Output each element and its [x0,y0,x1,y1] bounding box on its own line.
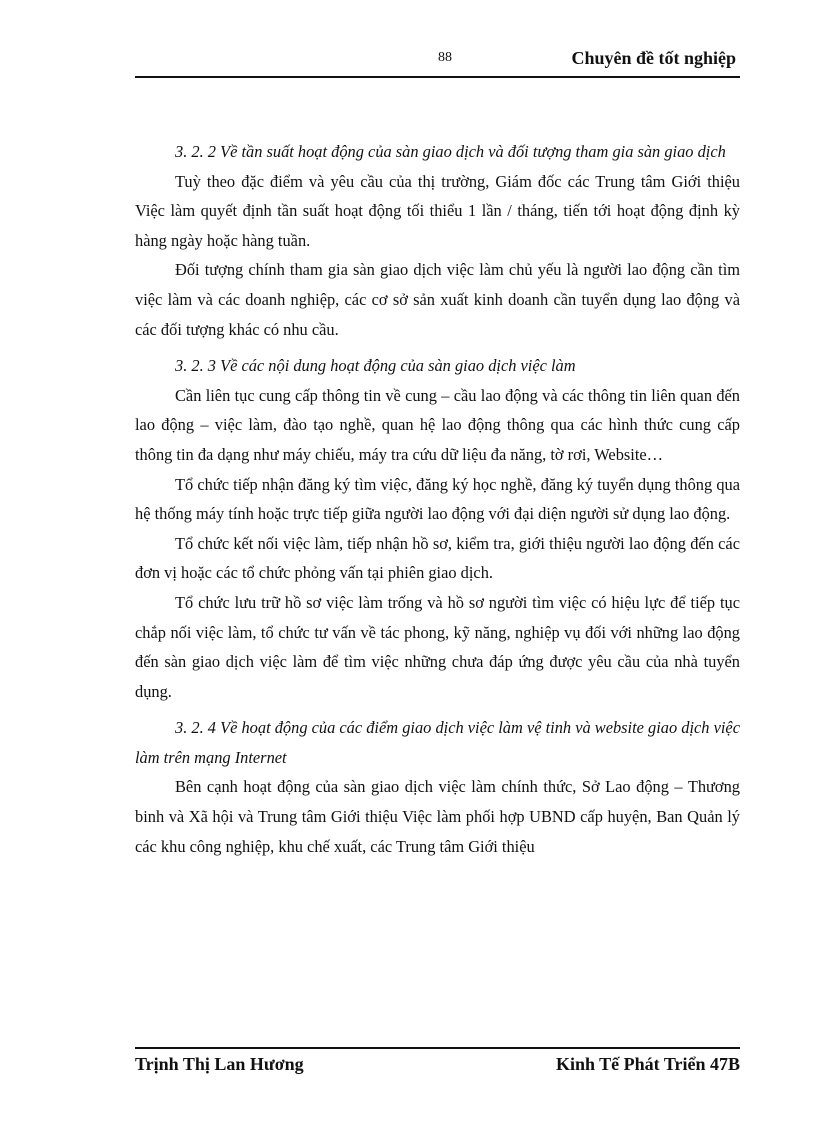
paragraph: Bên cạnh hoạt động của sàn giao dịch việc làm chính thức, Sở Lao động – Thương binh và Xã hội và Trung tâm Giới thiệu Việc làm phối hợp UBND cấp huyện, Ban Quản lý các khu công nghiệp, khu chế xuất, các Trung tâm Giới thiệu [135,777,740,856]
page-header [135,46,740,78]
document-title: Chuyên đề tốt nghiệp [571,48,736,68]
paragraph: Đối tượng chính tham gia sàn giao dịch việc làm chủ yếu là người lao động cần tìm việc làm và các doanh nghiệp, các cơ sở sản xuất kinh doanh cần tuyển dụng lao động và các đối tượng khác có nhu cầu. [135,260,740,339]
section-heading: 3. 2. 3 Về các nội dung hoạt động của sàn giao dịch việc làm [175,356,576,376]
page-number: 88 [438,50,452,65]
section-heading: 3. 2. 2 Về tần suất hoạt động của sàn giao dịch và đối tượng tham gia sàn giao dịch [175,142,726,161]
author-name: Trịnh Thị Lan Hương [135,1054,304,1074]
paragraph: Tổ chức tiếp nhận đăng ký tìm việc, đăng ký học nghề, đăng ký tuyển dụng thông qua hệ thống máy tính hoặc trực tiếp giữa người lao động với đại diện người sử dụng lao động. [135,474,740,524]
paragraph: Tổ chức lưu trữ hồ sơ việc làm trống và hồ sơ người tìm việc có hiệu lực để tiếp tục chắp nối việc làm, tổ chức tư vấn về tác phong, kỹ năng, nghiệp vụ đối với những lao động đến sàn giao dịch việc làm để tìm việc những chưa đáp ứng được yêu cầu của nhà tuyển dụng. [135,592,740,701]
page-footer [135,1047,740,1083]
document-body [135,137,740,861]
paragraph: Tuỳ theo đặc điểm và yêu cầu của thị trường, Giám đốc các Trung tâm Giới thiệu Việc làm quyết định tần suất hoạt động tối thiểu 1 lần / tháng, tiến tới hoạt động định kỳ hàng ngày hoặc hàng tuần. [135,171,740,250]
class-name: Kinh Tế Phát Triển 47B [555,1054,740,1074]
paragraph: Cần liên tục cung cấp thông tin về cung – cầu lao động và các thông tin liên quan đến lao động – việc làm, đào tạo nghề, quan hệ lao động thông qua các hình thức cung cấp thông tin đa dạng như máy chiếu, máy tra cứu dữ liệu đa năng, tờ rơi, Website… [135,385,740,464]
section-heading: 3. 2. 4 Về hoạt động của các điểm giao dịch việc làm vệ tinh và website giao dịch việc làm trên mạng Internet [135,718,740,767]
paragraph: Tổ chức kết nối việc làm, tiếp nhận hồ sơ, kiểm tra, giới thiệu người lao động đến các đơn vị hoặc các tổ chức phỏng vấn tại phiên giao dịch. [135,533,740,583]
